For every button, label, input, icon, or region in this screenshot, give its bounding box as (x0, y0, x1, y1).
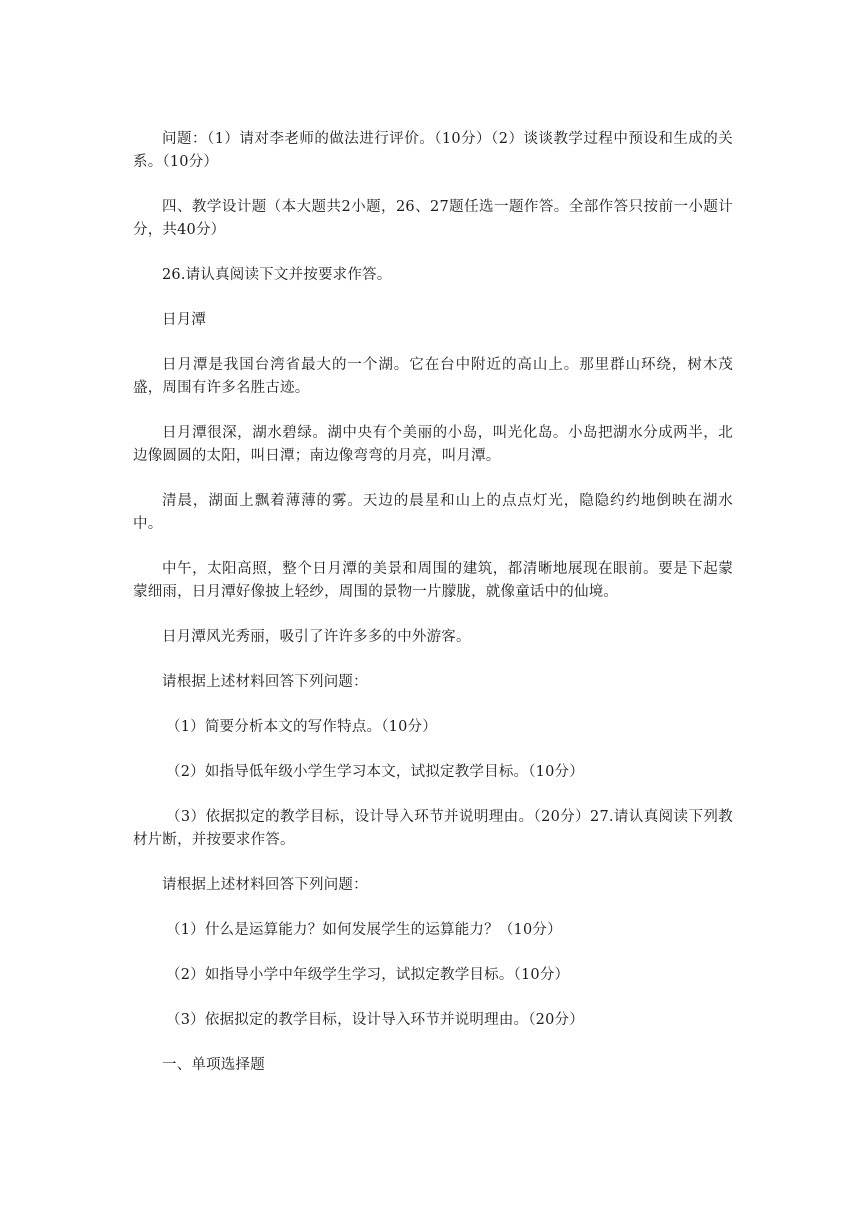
section-heading: 四、教学设计题（本大题共2小题，26、27题任选一题作答。全部作答只按前一小题计分，共40分） (133, 199, 733, 238)
question-paragraph: 问题：（1）请对李老师的做法进行评价。（10分）（2）谈谈教学过程中预设和生成的关系。（10分） (133, 131, 733, 170)
question-prompt: 请根据上述材料回答下列问题： (162, 877, 368, 893)
passage-paragraph: 日月潭风光秀丽，吸引了许许多多的中外游客。 (162, 629, 471, 645)
sub-question: （2）如指导小学中年级学生学习，试拟定教学目标。（10分） (166, 967, 570, 983)
document-body (133, 128, 733, 1099)
sub-question: （1）什么是运算能力？如何发展学生的运算能力？（10分） (166, 922, 562, 938)
passage-paragraph: 中午，太阳高照，整个日月潭的美景和周围的建筑，都清晰地展现在眼前。要是下起蒙蒙细雨，日月潭好像披上轻纱，周围的景物一片朦胧，就像童话中的仙境。 (133, 561, 733, 600)
passage-paragraph: 日月潭是我国台湾省最大的一个湖。它在台中附近的高山上。那里群山环绕，树木茂盛，周围有许多名胜古迹。 (133, 357, 733, 396)
question-instruction: 26.请认真阅读下文并按要求作答。 (162, 267, 392, 283)
passage-paragraph: 清晨，湖面上飘着薄薄的雾。天边的晨星和山上的点点灯光，隐隐约约地倒映在湖水中。 (133, 493, 733, 532)
sub-question: （3）依据拟定的教学目标，设计导入环节并说明理由。（20分） (166, 1012, 584, 1028)
question-prompt: 请根据上述材料回答下列问题： (162, 674, 368, 690)
passage-title: 日月潭 (162, 312, 207, 328)
passage-paragraph: 日月潭很深，湖水碧绿。湖中央有个美丽的小岛，叫光化岛。小岛把湖水分成两半，北边像圆圆的太阳，叫日潭；南边像弯弯的月亮，叫月潭。 (133, 425, 733, 464)
sub-question: （2）如指导低年级小学生学习本文，试拟定教学目标。（10分） (166, 764, 584, 780)
section-heading: 一、单项选择题 (162, 1057, 265, 1073)
sub-question: （3）依据拟定的教学目标，设计导入环节并说明理由。（20分）27.请认真阅读下列教材片断，并按要求作答。 (133, 809, 733, 848)
sub-question: （1）简要分析本文的写作特点。（10分） (166, 719, 437, 735)
